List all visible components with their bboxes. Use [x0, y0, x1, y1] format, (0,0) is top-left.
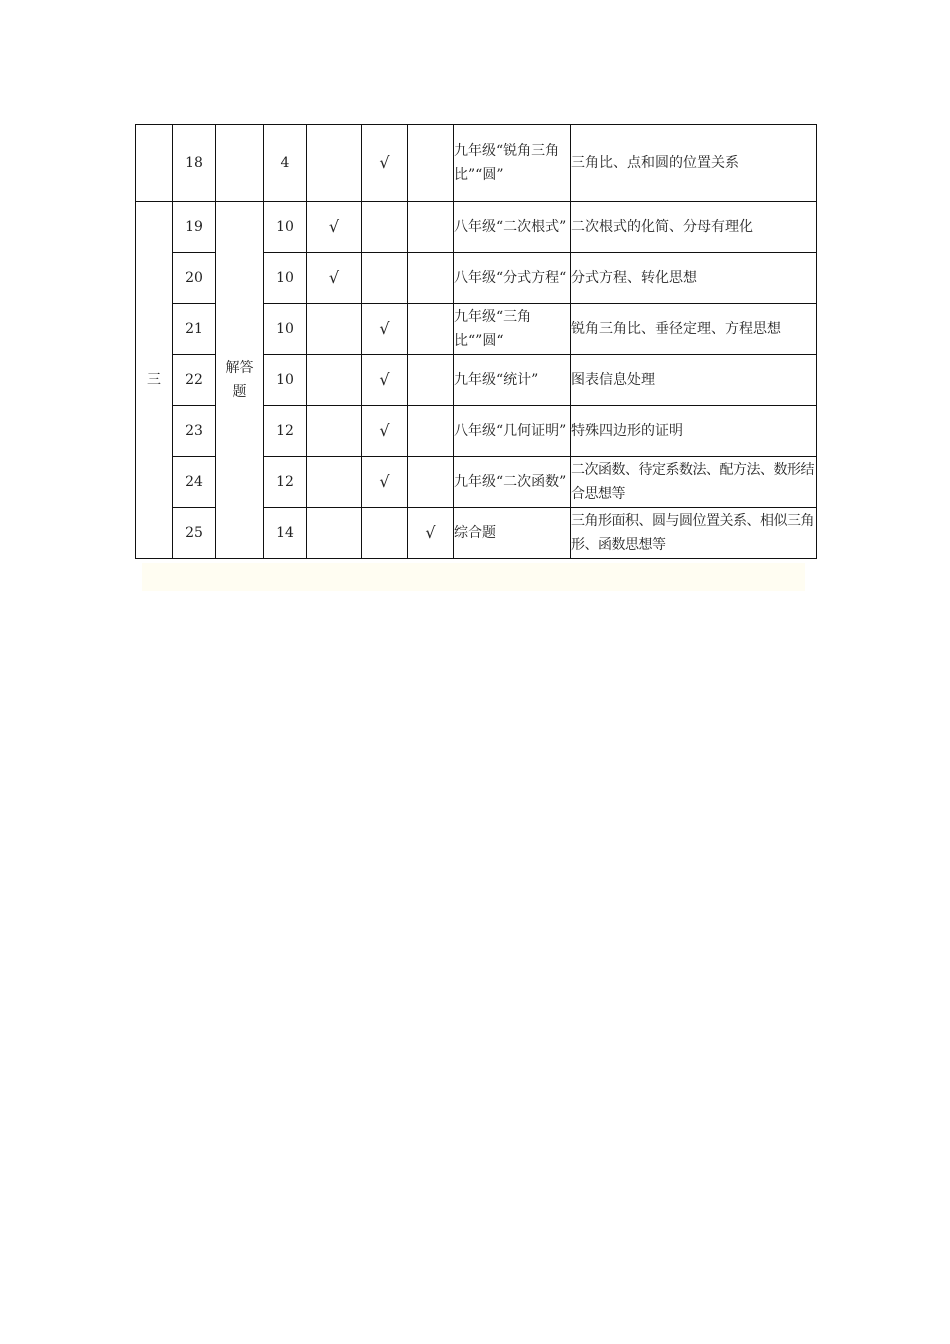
question-analysis-table-wrapper: [135, 124, 817, 559]
question-number-cell: 23: [173, 406, 216, 457]
check-cell-b: [362, 508, 408, 559]
content-cell: 二次函数、待定系数法、配方法、数形结合思想等: [571, 457, 817, 508]
check-cell-c: [408, 457, 454, 508]
question-type-cell: [216, 125, 264, 202]
check-cell-a: [307, 355, 362, 406]
source-cell: 综合题: [454, 508, 571, 559]
content-cell: 特殊四边形的证明: [571, 406, 817, 457]
score-cell: 10: [264, 202, 307, 253]
check-cell-b: √: [362, 355, 408, 406]
check-cell-a: [307, 457, 362, 508]
check-cell-b: √: [362, 304, 408, 355]
check-cell-c: [408, 202, 454, 253]
source-cell: 八年级“二次根式”: [454, 202, 571, 253]
check-cell-c: [408, 304, 454, 355]
content-cell: 二次根式的化简、分母有理化: [571, 202, 817, 253]
score-cell: 14: [264, 508, 307, 559]
check-cell-a: √: [307, 253, 362, 304]
score-cell: 10: [264, 355, 307, 406]
question-number-cell: 24: [173, 457, 216, 508]
check-cell-b: [362, 202, 408, 253]
check-cell-b: [362, 253, 408, 304]
score-cell: 12: [264, 457, 307, 508]
highlight-band: [142, 563, 805, 591]
check-cell-a: √: [307, 202, 362, 253]
check-cell-a: [307, 406, 362, 457]
question-number-cell: 18: [173, 125, 216, 202]
check-cell-c: [408, 406, 454, 457]
question-number-cell: 20: [173, 253, 216, 304]
section-cell: 三: [136, 202, 173, 559]
table-row: [136, 202, 817, 253]
content-cell: 锐角三角比、垂径定理、方程思想: [571, 304, 817, 355]
score-cell: 12: [264, 406, 307, 457]
question-number-cell: 21: [173, 304, 216, 355]
source-cell: 九年级“锐角三角比”“圆”: [454, 125, 571, 202]
source-cell: 九年级“统计”: [454, 355, 571, 406]
check-cell-a: [307, 125, 362, 202]
check-cell-c: [408, 253, 454, 304]
score-cell: 4: [264, 125, 307, 202]
score-cell: 10: [264, 253, 307, 304]
source-cell: 八年级“分式方程“: [454, 253, 571, 304]
content-cell: 三角比、点和圆的位置关系: [571, 125, 817, 202]
check-cell-b: √: [362, 406, 408, 457]
check-cell-a: [307, 508, 362, 559]
check-cell-b: √: [362, 457, 408, 508]
content-cell: 分式方程、转化思想: [571, 253, 817, 304]
table-row: [136, 125, 817, 202]
content-cell: 图表信息处理: [571, 355, 817, 406]
source-cell: 九年级“三角比“”圆“: [454, 304, 571, 355]
question-type-cell: 解答题: [216, 202, 264, 559]
check-cell-b: √: [362, 125, 408, 202]
check-cell-c: [408, 355, 454, 406]
check-cell-c: √: [408, 508, 454, 559]
source-cell: 九年级“二次函数”: [454, 457, 571, 508]
section-cell: [136, 125, 173, 202]
check-cell-a: [307, 304, 362, 355]
source-cell: 八年级“几何证明”: [454, 406, 571, 457]
question-analysis-table: [135, 124, 817, 559]
question-number-cell: 25: [173, 508, 216, 559]
question-number-cell: 22: [173, 355, 216, 406]
score-cell: 10: [264, 304, 307, 355]
content-cell: 三角形面积、圆与圆位置关系、相似三角形、函数思想等: [571, 508, 817, 559]
question-number-cell: 19: [173, 202, 216, 253]
check-cell-c: [408, 125, 454, 202]
